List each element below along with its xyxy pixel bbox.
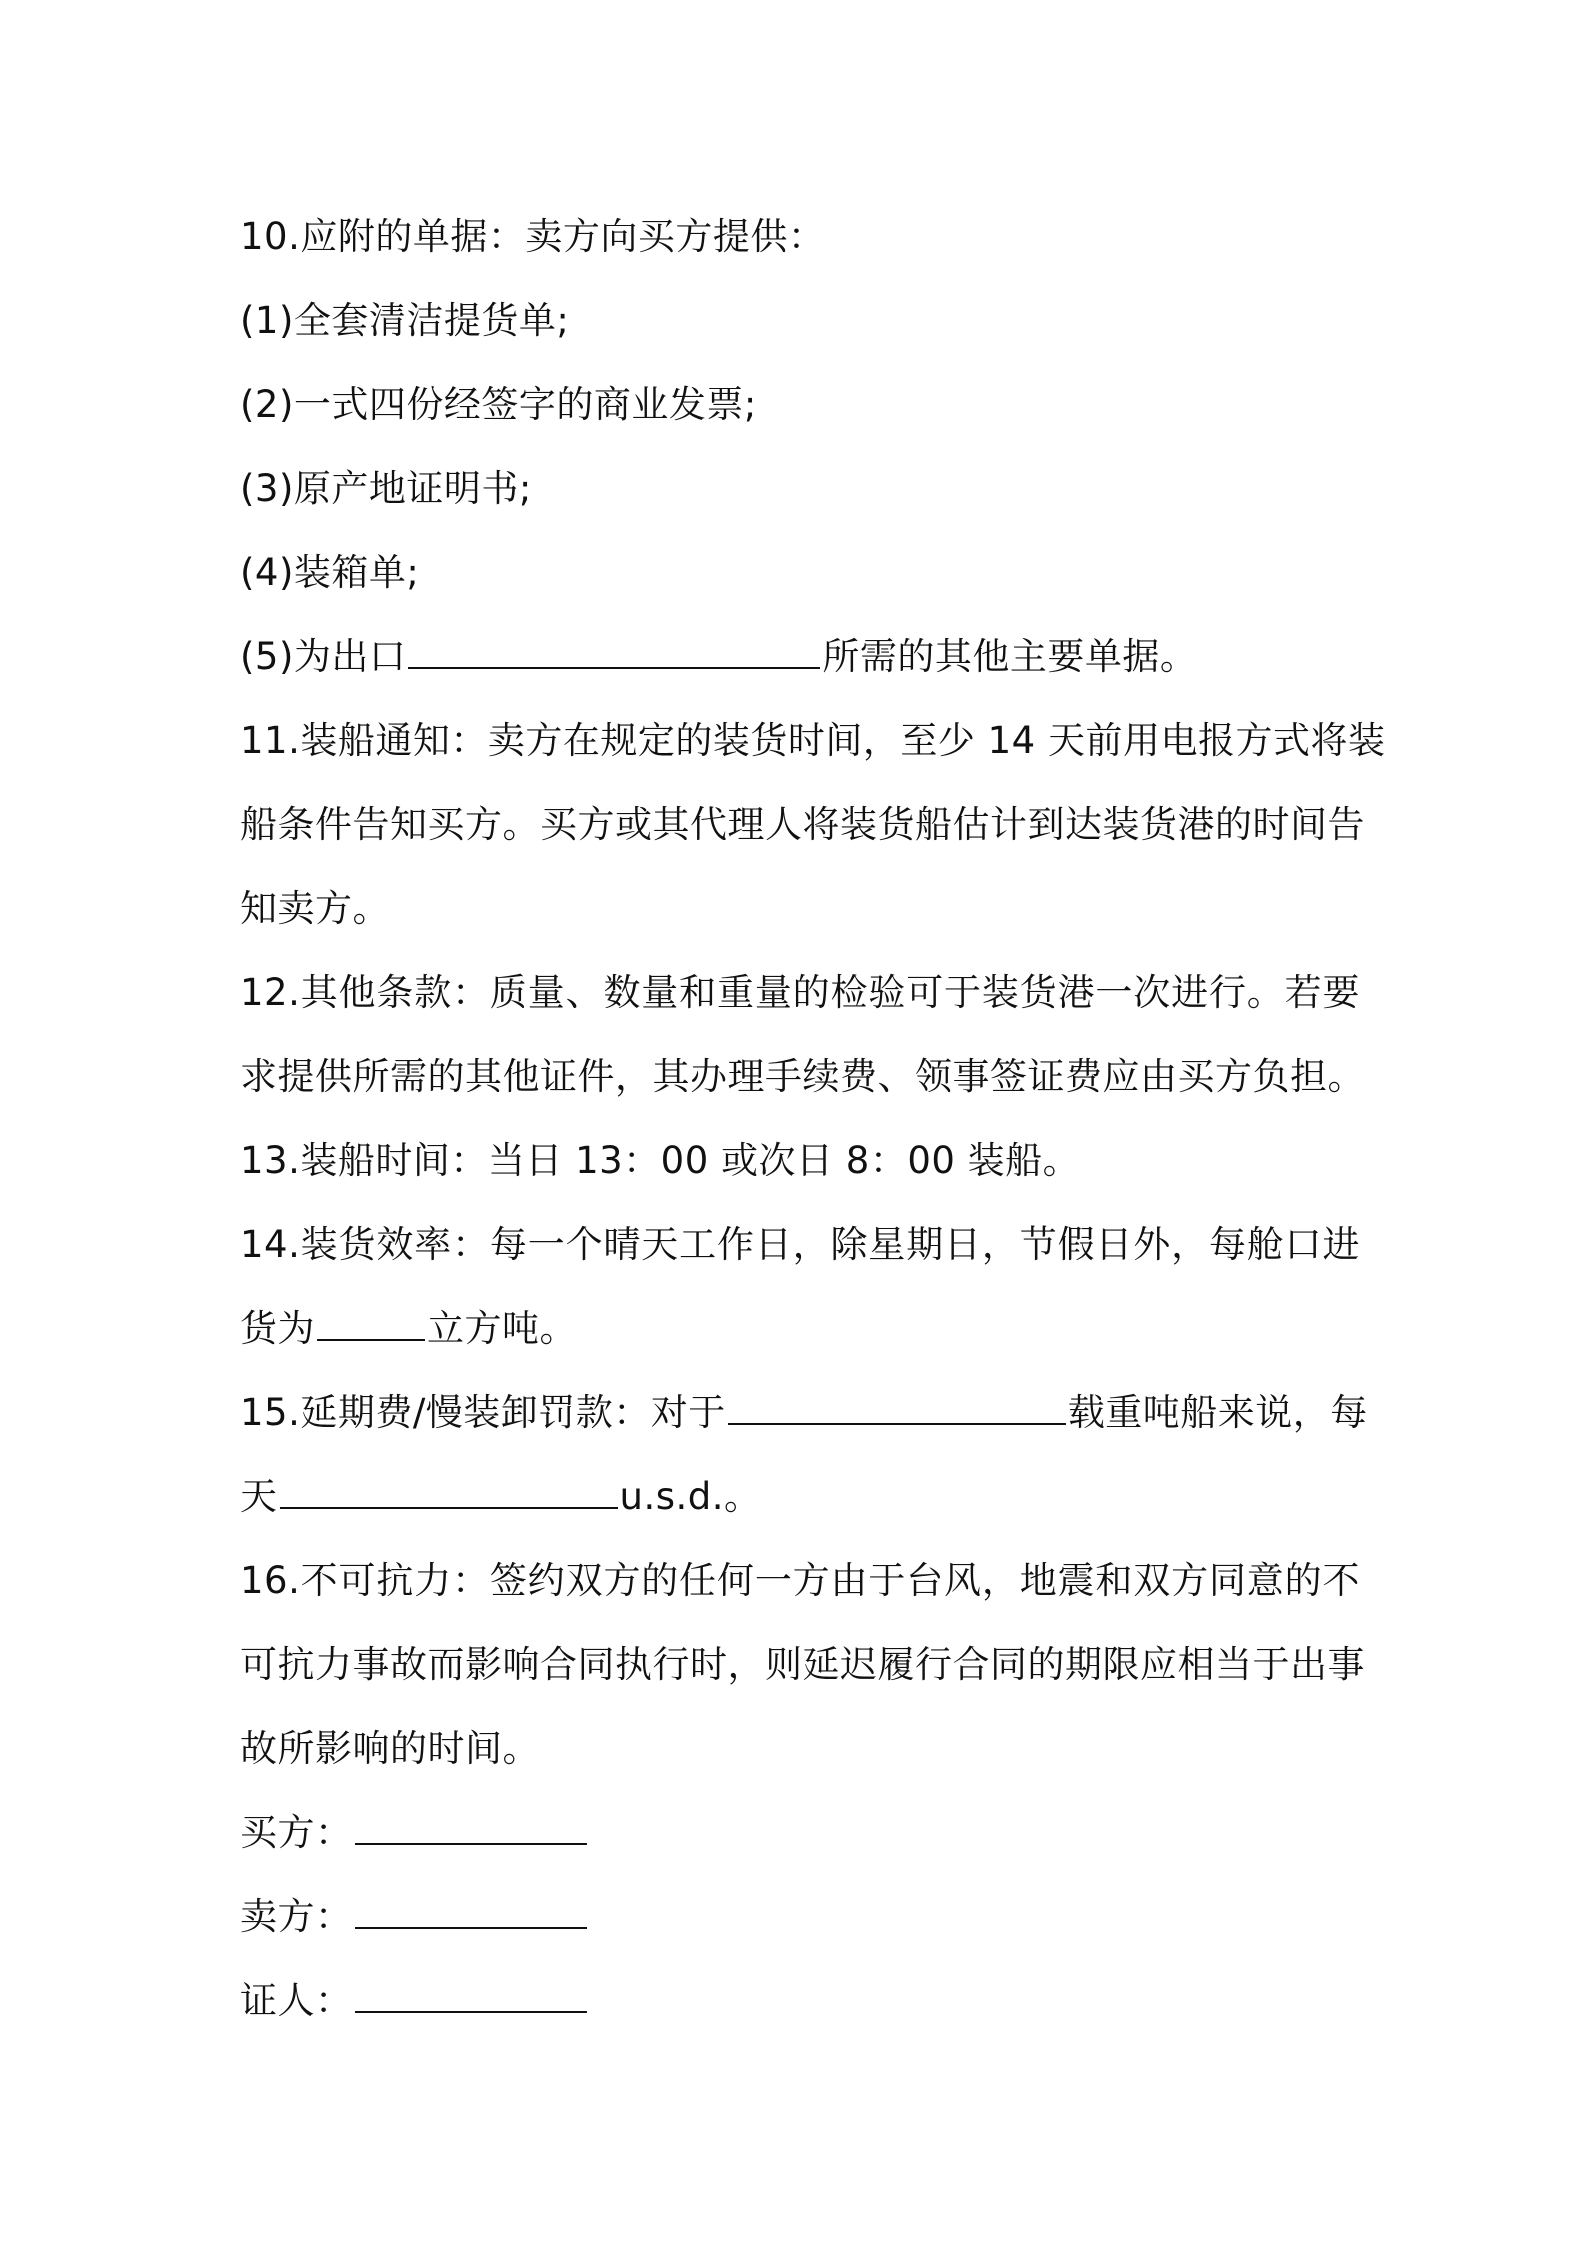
clause-11-line-3: 知卖方。: [240, 887, 390, 930]
clause-11-line-2: 船条件告知买方。买方或其代理人将装货船估计到达装货港的时间告: [240, 803, 1365, 846]
clause-15-line-2: [240, 1455, 1360, 1539]
seller-signature-line: [240, 1875, 1360, 1959]
clause-15-line-2-suffix: u.s.d.。: [619, 1475, 762, 1518]
clause-15-line-2-prefix: 天: [240, 1475, 278, 1518]
clause-10-item-5-prefix: (5)为出口: [240, 635, 407, 678]
clause-16-line-3: 故所影响的时间。: [240, 1727, 540, 1770]
seller-signature-blank[interactable]: [355, 1897, 587, 1929]
witness-label: 证人：: [240, 1979, 353, 2022]
buyer-label: 买方：: [240, 1811, 353, 1854]
deadweight-tonnage-blank[interactable]: [728, 1393, 1066, 1425]
clause-10-item-4: (4)装箱单;: [240, 551, 420, 594]
clause-16-line-2: 可抗力事故而影响合同执行时，则延迟履行合同的期限应相当于出事: [240, 1643, 1365, 1686]
clause-10-item-5-suffix: 所需的其他主要单据。: [822, 635, 1198, 678]
clause-14-line-2: [240, 1287, 1360, 1371]
export-country-blank[interactable]: [408, 637, 820, 669]
buyer-signature-blank[interactable]: [355, 1813, 587, 1845]
clause-15-line-1: [240, 1371, 1368, 1455]
clause-10-item-2: (2)一式四份经签字的商业发票;: [240, 383, 757, 426]
clause-15-line-1-prefix: 15.延期费/慢装卸罚款：对于: [240, 1391, 726, 1434]
clause-14-line-1: 14.装货效率：每一个晴天工作日，除星期日，节假日外，每舱口进: [240, 1223, 1360, 1266]
buyer-signature-line: [240, 1791, 1360, 1875]
clause-14-line-2-prefix: 货为: [240, 1307, 315, 1350]
clause-15-line-1-suffix: 载重吨船来说，每: [1067, 1391, 1368, 1434]
seller-label: 卖方：: [240, 1895, 353, 1938]
clause-10-item-1: (1)全套清洁提货单;: [240, 299, 570, 342]
clause-14-line-2-suffix: 立方吨。: [427, 1307, 577, 1350]
clause-13-line-1: 13.装船时间：当日 13：00 或次日 8：00 装船。: [240, 1139, 1081, 1182]
witness-signature-line: [240, 1959, 1360, 2043]
clause-10-title: 10.应附的单据：卖方向买方提供：: [240, 215, 826, 258]
clause-12-line-2: 求提供所需的其他证件，其办理手续费、领事签证费应由买方负担。: [240, 1055, 1365, 1098]
demurrage-amount-blank[interactable]: [280, 1477, 618, 1509]
clause-10-item-3: (3)原产地证明书;: [240, 467, 532, 510]
clause-10-item-5: [240, 615, 1360, 699]
clause-16-line-1: 16.不可抗力：签约双方的任何一方由于台风，地震和双方同意的不: [240, 1559, 1360, 1602]
contract-body: [240, 195, 1386, 2043]
clause-12-line-1: 12.其他条款：质量、数量和重量的检验可于装货港一次进行。若要: [240, 971, 1360, 1014]
witness-signature-blank[interactable]: [355, 1981, 587, 2013]
clause-11-line-1: 11.装船通知：卖方在规定的装货时间，至少 14 天前用电报方式将装: [240, 719, 1386, 762]
loading-rate-blank[interactable]: [317, 1309, 425, 1341]
